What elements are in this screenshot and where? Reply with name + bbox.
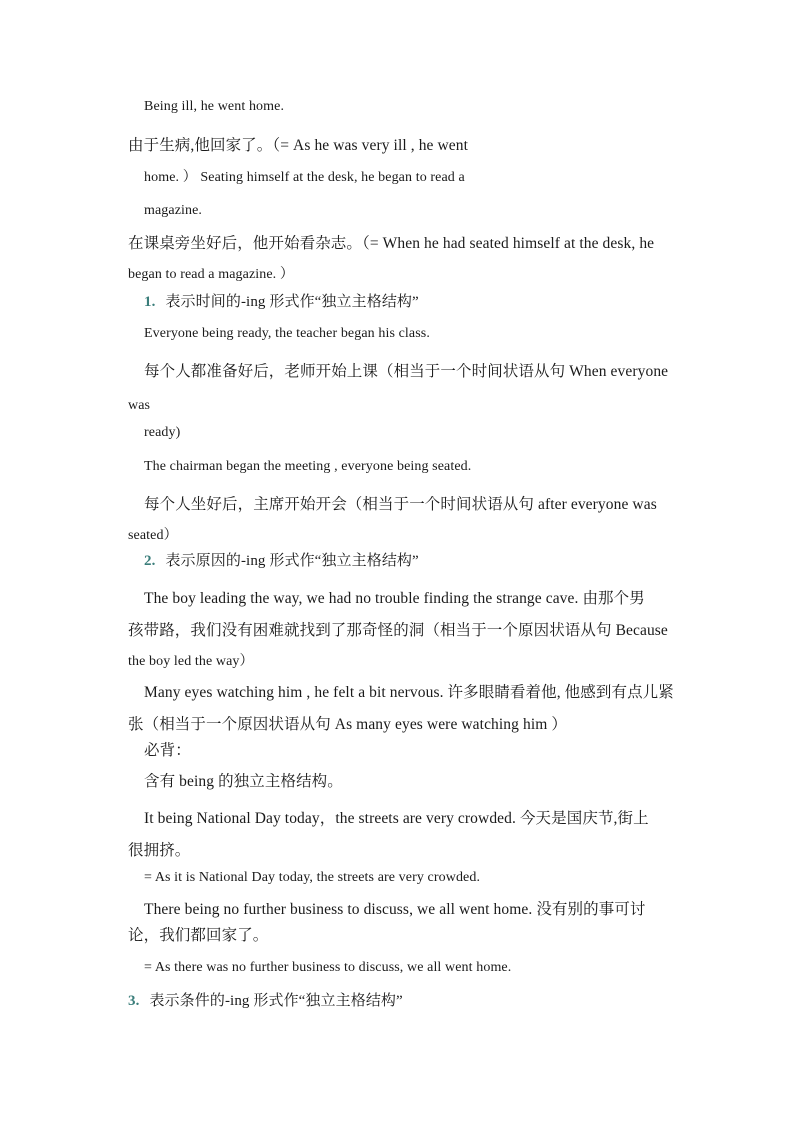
text-line: Everyone being ready, the teacher began his class. (144, 326, 430, 341)
heading-text: 表示时间的-ing 形式作“独立主格结构” (165, 294, 419, 310)
text-line: began to read a magazine. ） (128, 267, 294, 282)
text-line: 每个人都准备好后，老师开始上课（相当于一个时间状语从句 When everyone (144, 363, 669, 380)
text-line: magazine. (144, 203, 203, 218)
text-line: = As there was no further business to discuss, we all went home. (144, 960, 512, 975)
text-line: the boy led the way） (128, 654, 254, 669)
heading-number: 3. (128, 993, 140, 1009)
text-line: 张（相当于一个原因状语从句 As many eyes were watching him ） (128, 716, 567, 733)
text-line: Being ill, he went home. (144, 99, 285, 114)
text-line: It being National Day today，the streets are very crowded. 今天是国庆节,街上 (144, 810, 649, 827)
text-line: 含有 being 的独立主格结构。 (144, 773, 343, 790)
section-heading-1 (144, 292, 419, 312)
text-line: Many eyes watching him , he felt a bit nervous. 许多眼睛看着他, 他感到有点儿紧 (144, 684, 674, 701)
heading-text: 表示原因的-ing 形式作“独立主格结构” (165, 553, 419, 569)
section-heading-2 (144, 551, 419, 571)
text-line: home. ） Seating himself at the desk, he began to read a (144, 170, 465, 185)
text-line: was (128, 398, 151, 413)
text-line: 由于生病,他回家了。（= As he was very ill , he went (128, 137, 469, 154)
text-line: = As it is National Day today, the streets are very crowded. (144, 870, 481, 885)
text-line: 很拥挤。 (128, 842, 191, 859)
text-line: ready) (144, 425, 181, 440)
text-line: 孩带路，我们没有困难就找到了那奇怪的洞（相当于一个原因状语从句 Because (128, 622, 668, 639)
text-line: The chairman began the meeting , everyone being seated. (144, 459, 472, 474)
text-line: There being no further business to discuss, we all went home. 没有别的事可讨 (144, 901, 646, 918)
heading-number: 1. (144, 294, 156, 310)
text-line: 必背： (144, 742, 191, 759)
heading-number: 2. (144, 553, 156, 569)
text-line: seated） (128, 528, 178, 543)
text-line: The boy leading the way, we had no trouble finding the strange cave. 由那个男 (144, 590, 645, 607)
heading-text: 表示条件的-ing 形式作“独立主格结构” (149, 993, 403, 1009)
section-heading-3 (128, 991, 403, 1011)
text-line: 论，我们都回家了。 (128, 927, 269, 944)
text-line: 在课桌旁坐好后，他开始看杂志。（= When he had seated himself at the desk, he (128, 235, 655, 252)
text-line: 每个人坐好后，主席开始开会（相当于一个时间状语从句 after everyone was (144, 496, 657, 513)
